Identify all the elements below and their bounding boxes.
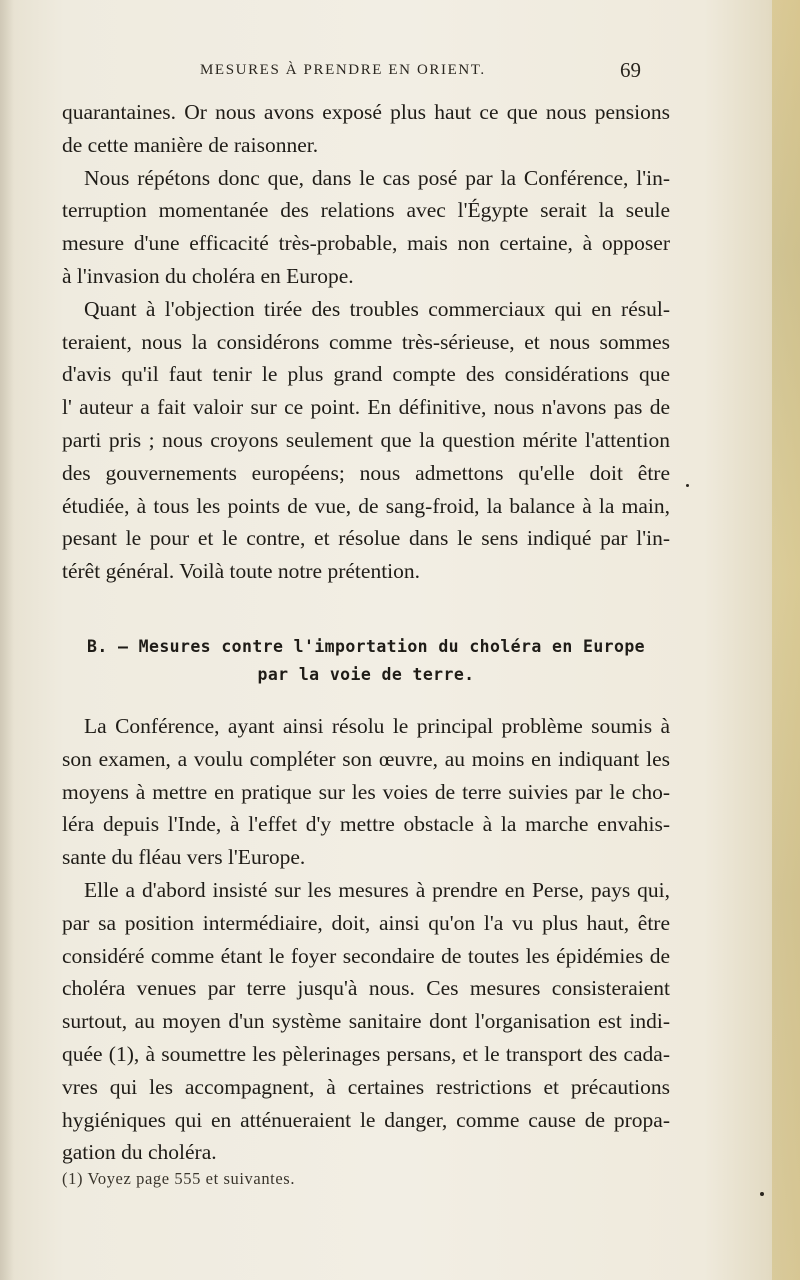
text-line: quarantaines. Or nous avons exposé plus haut ce que nous pensions xyxy=(62,100,670,124)
footnote: (1) Voyez page 555 et suivantes. xyxy=(62,1169,296,1188)
ink-speck xyxy=(686,484,689,487)
text-line: de cette manière de raisonner. xyxy=(62,132,319,157)
text-line: mesure d'une efficacité très-probable, mais non certaine, à opposer xyxy=(62,231,670,256)
text-line: léra depuis l'Inde, à l'effet d'y mettre obstacle à la marche envahis- xyxy=(62,812,670,837)
text-line: des gouvernements européens; nous admettons qu'elle doit être xyxy=(62,460,670,485)
running-title: MESURES À PRENDRE EN ORIENT. xyxy=(200,62,486,78)
text-line: moyens à mettre en pratique sur les voies de terre suivies par le cho- xyxy=(62,779,670,804)
running-head xyxy=(0,58,800,88)
text-line: son examen, a voulu compléter son œuvre, au moins en indiquant les xyxy=(62,746,670,771)
section-heading-line: par la voie de terre. xyxy=(257,665,475,684)
text-line: gation du choléra. xyxy=(62,1140,217,1165)
text-line: pesant le pour et le contre, et résolue dans le sens indiqué par l'in- xyxy=(62,526,670,551)
body-text-top xyxy=(62,96,670,588)
text-line: hygiéniques qui en atténueraient le danger, comme cause de propa- xyxy=(62,1107,670,1132)
text-line: considéré comme étant le foyer secondaire de toutes les épidémies de xyxy=(62,943,670,968)
page-gutter-shadow xyxy=(0,0,14,1280)
text-line: choléra venues par terre jusqu'à nous. Ces mesures consisteraient xyxy=(62,976,670,1001)
text-line: étudiée, à tous les points de vue, de sang-froid, la balance à la main, xyxy=(62,493,670,518)
text-line: quée (1), à soumettre les pèlerinages persans, et le transport des cada- xyxy=(62,1041,670,1066)
text-line: l' auteur a fait valoir sur ce point. En définitive, nous n'avons pas de xyxy=(62,395,670,420)
text-line: Elle a d'abord insisté sur les mesures à prendre en Perse, pays qui, xyxy=(84,877,670,902)
page-number: 69 xyxy=(620,58,641,82)
text-line: La Conférence, ayant ainsi résolu le principal problème soumis à xyxy=(84,714,670,738)
text-line: Quant à l'objection tirée des troubles commerciaux qui en résul- xyxy=(84,296,670,321)
text-line: terruption momentanée des relations avec l'Égypte serait la seule xyxy=(62,198,670,223)
page-edge-stain xyxy=(772,0,800,1280)
text-line: surtout, au moyen d'un système sanitaire dont l'organisation est indi- xyxy=(62,1009,670,1034)
section-heading-line: B. — Mesures contre l'importation du choléra en Europe xyxy=(86,637,646,656)
text-line: d'avis qu'il faut tenir le plus grand compte des considérations que xyxy=(62,362,670,387)
body-text-bottom xyxy=(62,710,670,1169)
text-line: sante du fléau vers l'Europe. xyxy=(62,845,306,870)
text-line: térêt général. Voilà toute notre prétention. xyxy=(62,559,421,584)
section-heading xyxy=(62,633,670,689)
text-line: parti pris ; nous croyons seulement que la question mérite l'attention xyxy=(62,427,670,452)
text-line: teraient, nous la considérons comme très-sérieuse, et nous sommes xyxy=(62,329,670,354)
text-line: vres qui les accompagnent, à certaines restrictions et précautions xyxy=(62,1074,670,1099)
text-line: Nous répétons donc que, dans le cas posé par la Conférence, l'in- xyxy=(84,165,670,190)
ink-speck xyxy=(760,1192,764,1196)
text-line: par sa position intermédiaire, doit, ainsi qu'on l'a vu plus haut, être xyxy=(62,910,670,935)
text-line: à l'invasion du choléra en Europe. xyxy=(62,263,354,288)
